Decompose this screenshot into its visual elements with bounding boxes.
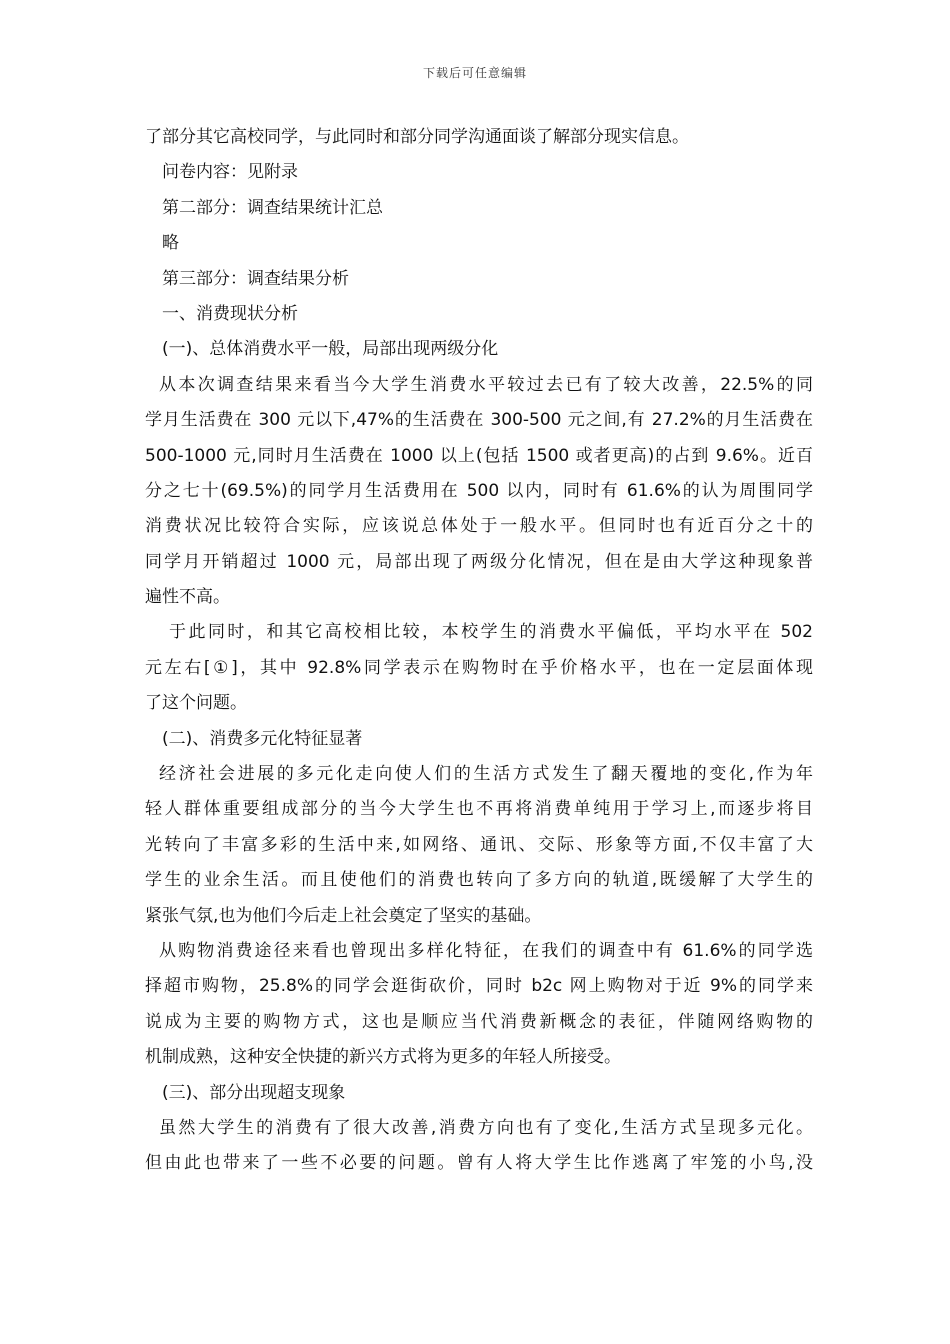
text-line: 消费状况比较符合实际，应该说总体处于一般水平。但同时也有近百分之十的 (145, 516, 813, 537)
text-line: 分之七十(69.5%)的同学月生活费用在 500 以内，同时有 61.6%的认为周围同学 (145, 480, 813, 501)
text-line: 同学月开销超过 1000 元，局部出现了两级分化情况，但在是由大学这种现象普 (145, 551, 813, 572)
text-line: 虽然大学生的消费有了很大改善,消费方向也有了变化,生活方式呈现多元化。 (159, 1117, 813, 1138)
text-line: 轻人群体重要组成部分的当今大学生也不再将消费单纯用于学习上,而逐步将目 (145, 799, 813, 820)
page-header: 下载后可任意编辑 (422, 66, 527, 80)
text-line: 光转向了丰富多彩的生活中来,如网络、通讯、交际、形象等方面,不仅丰富了大 (145, 834, 813, 855)
text-line: 学生的业余生活。而且使他们的消费也转向了多方向的轨道,既缓解了大学生的 (145, 870, 813, 891)
text-line: 学月生活费在 300 元以下,47%的生活费在 300-500 元之间,有 27.2%的月生活费在 (145, 410, 813, 431)
text-line: (三)、部分出现超支现象 (162, 1082, 346, 1103)
text-line: 但由此也带来了一些不必要的问题。曾有人将大学生比作逃离了牢笼的小鸟,没 (145, 1153, 813, 1174)
text-line: 元左右[①]，其中 92.8%同学表示在购物时在乎价格水平，也在一定层面体现 (145, 657, 813, 678)
text-line: 略 (162, 233, 179, 254)
text-line: 从本次调查结果来看当今大学生消费水平较过去已有了较大改善，22.5%的同 (159, 374, 813, 395)
text-line: 了这个问题。 (145, 693, 247, 714)
text-line: 说成为主要的购物方式，这也是顺应当代消费新概念的表征，伴随网络购物的 (145, 1011, 813, 1032)
document-body (145, 120, 813, 1182)
text-line: (二)、消费多元化特征显著 (162, 728, 363, 749)
text-line: 第二部分：调查结果统计汇总 (162, 197, 383, 218)
text-line: 于此同时，和其它高校相比较，本校学生的消费水平偏低，平均水平在 502 (169, 622, 813, 643)
text-line: (一)、总体消费水平一般，局部出现两级分化 (162, 339, 499, 360)
text-line: 了部分其它高校同学，与此同时和部分同学沟通面谈了解部分现实信息。 (145, 127, 689, 147)
text-line: 第三部分：调查结果分析 (162, 268, 349, 289)
text-line: 从购物消费途径来看也曾现出多样化特征，在我们的调查中有 61.6%的同学选 (159, 940, 813, 961)
text-line: 机制成熟，这种安全快捷的新兴方式将为更多的年轻人所接受。 (145, 1047, 621, 1068)
text-line: 择超市购物，25.8%的同学会逛街砍价，同时 b2c 网上购物对于近 9%的同学来 (145, 976, 813, 997)
text-line: 500-1000 元,同时月生活费在 1000 以上(包括 1500 或者更高)的占到 9.6%。近百 (145, 445, 813, 466)
text-line: 问卷内容：见附录 (162, 162, 298, 183)
text-line: 经济社会进展的多元化走向使人们的生活方式发生了翻天覆地的变化,作为年 (159, 764, 813, 785)
text-line: 遍性不高。 (145, 587, 230, 608)
text-line: 一、消费现状分析 (162, 303, 298, 324)
text-line: 紧张气氛,也为他们今后走上社会奠定了坚实的基础。 (145, 905, 542, 926)
